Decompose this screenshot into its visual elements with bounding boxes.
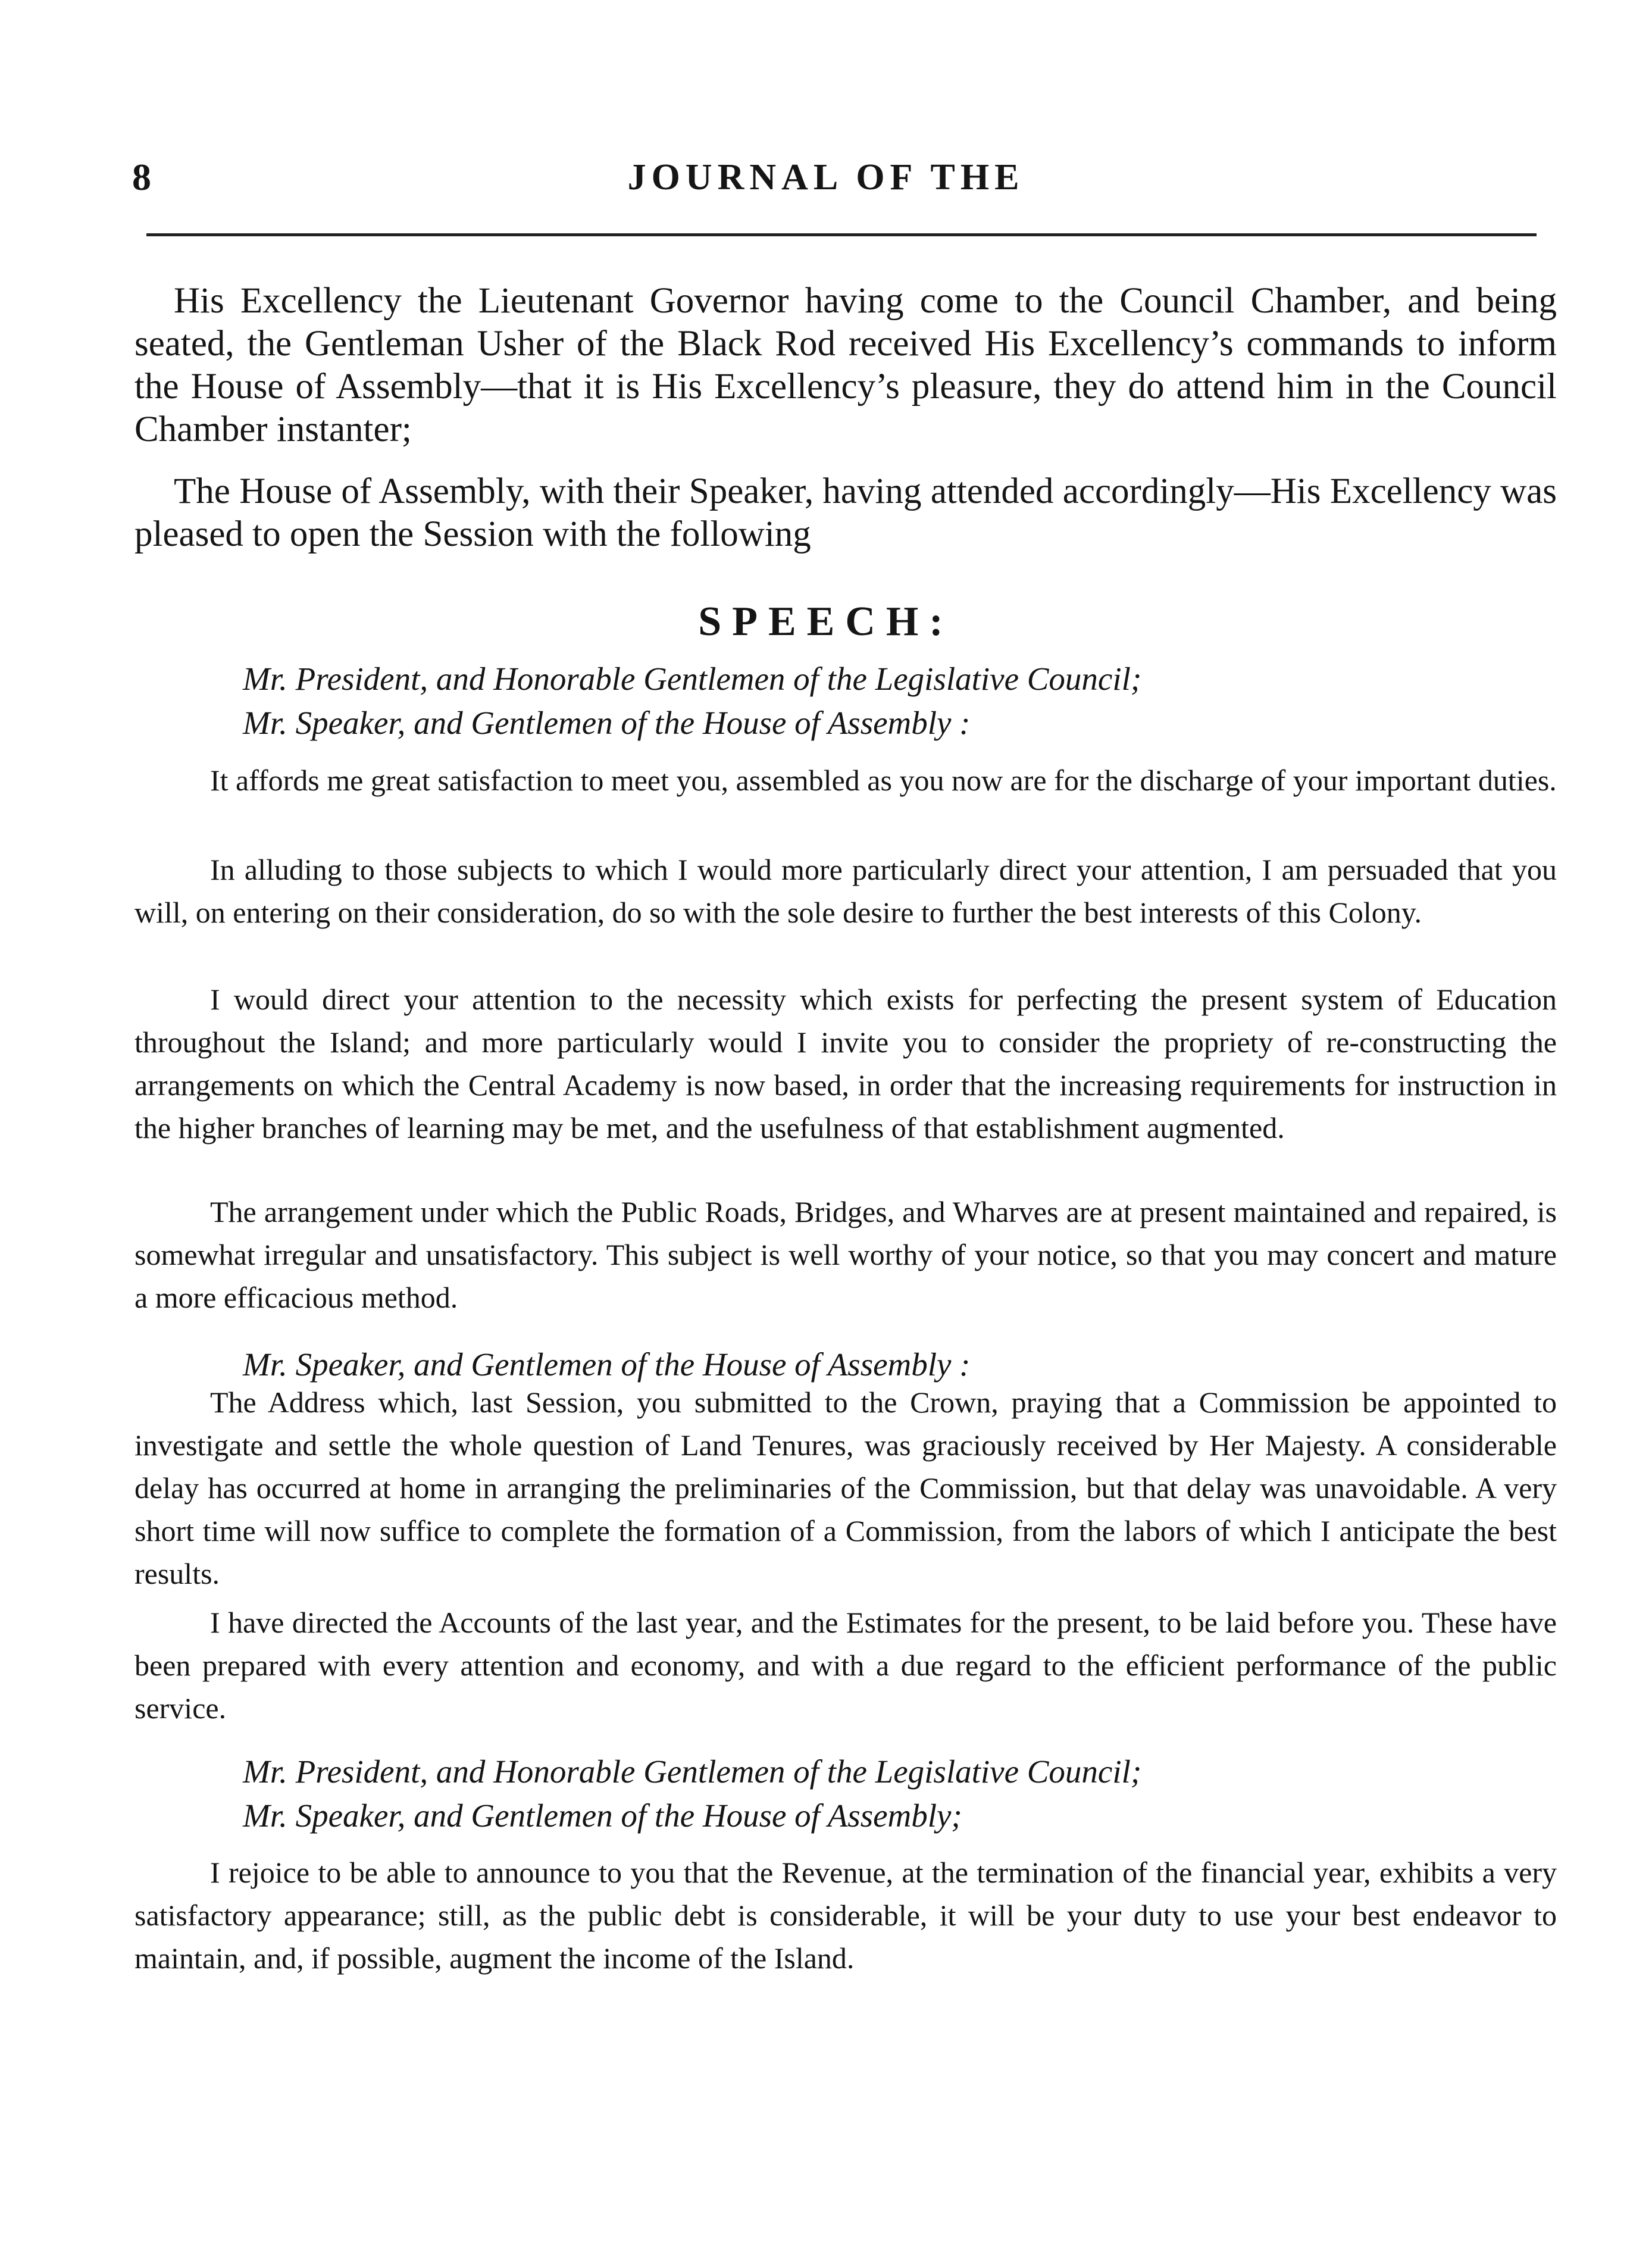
page-number: 8 [132, 156, 151, 198]
salutation-council-3: Mr. President, and Honorable Gentlemen of the Legislative Council; [243, 1753, 1142, 1790]
header-rule [146, 233, 1537, 236]
running-title: JOURNAL OF THE [627, 157, 1025, 198]
speech-paragraph-4: The arrangement under which the Public Roads, Bridges, and Wharves are at present maintained and repaired, is somewhat irregular and unsatisfactory. This subject is well worthy of your notice, so that you may concert and mature a more efficacious method. [134, 1195, 1557, 1314]
speech-heading: SPEECH: [698, 599, 954, 645]
speech-paragraph-3: I would direct your attention to the necessity which exists for perfecting the present system of Education throughout the Island; and more particularly would I invite you to consider the propriety of re-constructing the arrangements on which the Central Academy is now based, in order that the increasing requirements for instruction in the higher branches of learning may be met, and the usefulness of that establishment augmented. [134, 983, 1557, 1145]
speech-paragraph-2: In alluding to those subjects to which I would more particularly direct your attention, I am persuaded that you will, on entering on their consideration, do so with the sole desire to further the best interests of this Colony. [134, 853, 1557, 929]
speech-paragraph-7: I rejoice to be able to announce to you that the Revenue, at the termination of the financial year, exhibits a very satisfactory appearance; still, as the public debt is considerable, it will be your duty to use your best endeavor to maintain, and, if possible, augment the income of the Island. [134, 1856, 1557, 1975]
salutation-council: Mr. President, and Honorable Gentlemen of the Legislative Council; [243, 661, 1142, 697]
salutation-assembly-2: Mr. Speaker, and Gentlemen of the House of Assembly : [243, 1346, 971, 1383]
salutation-assembly-3: Mr. Speaker, and Gentlemen of the House of Assembly; [243, 1797, 962, 1834]
salutation-assembly: Mr. Speaker, and Gentlemen of the House of Assembly : [243, 705, 971, 741]
page-header [0, 148, 1652, 207]
speech-paragraph-5: The Address which, last Session, you submitted to the Crown, praying that a Commission be appointed to investigate and settle the whole question of Land Tenures, was graciously received by Her Majesty. A considerable delay has occurred at home in arranging the preliminaries of the Commission, but that delay was unavoidable. A very short time will now suffice to complete the formation of a Commission, from the labors of which I anticipate the best results. [134, 1386, 1557, 1590]
speech-paragraph-6: I have directed the Accounts of the last year, and the Estimates for the present, to be laid before you. These have been prepared with every attention and economy, and with a due regard to the efficient performance of the public service. [134, 1606, 1557, 1725]
intro-paragraph-2: The House of Assembly, with their Speaker, having attended accordingly—His Excellency was pleased to open the Session with the following [134, 471, 1557, 554]
speech-paragraph-1: It affords me great satisfaction to meet you, assembled as you now are for the discharge of your important duties. [210, 764, 1557, 797]
intro-paragraph-1: His Excellency the Lieutenant Governor having come to the Council Chamber, and being seated, the Gentleman Usher of the Black Rod received His Excellency’s commands to inform the House of Assembly—that it is His Excellency’s pleasure, they do attend him in the Council Chamber instanter; [134, 281, 1557, 449]
